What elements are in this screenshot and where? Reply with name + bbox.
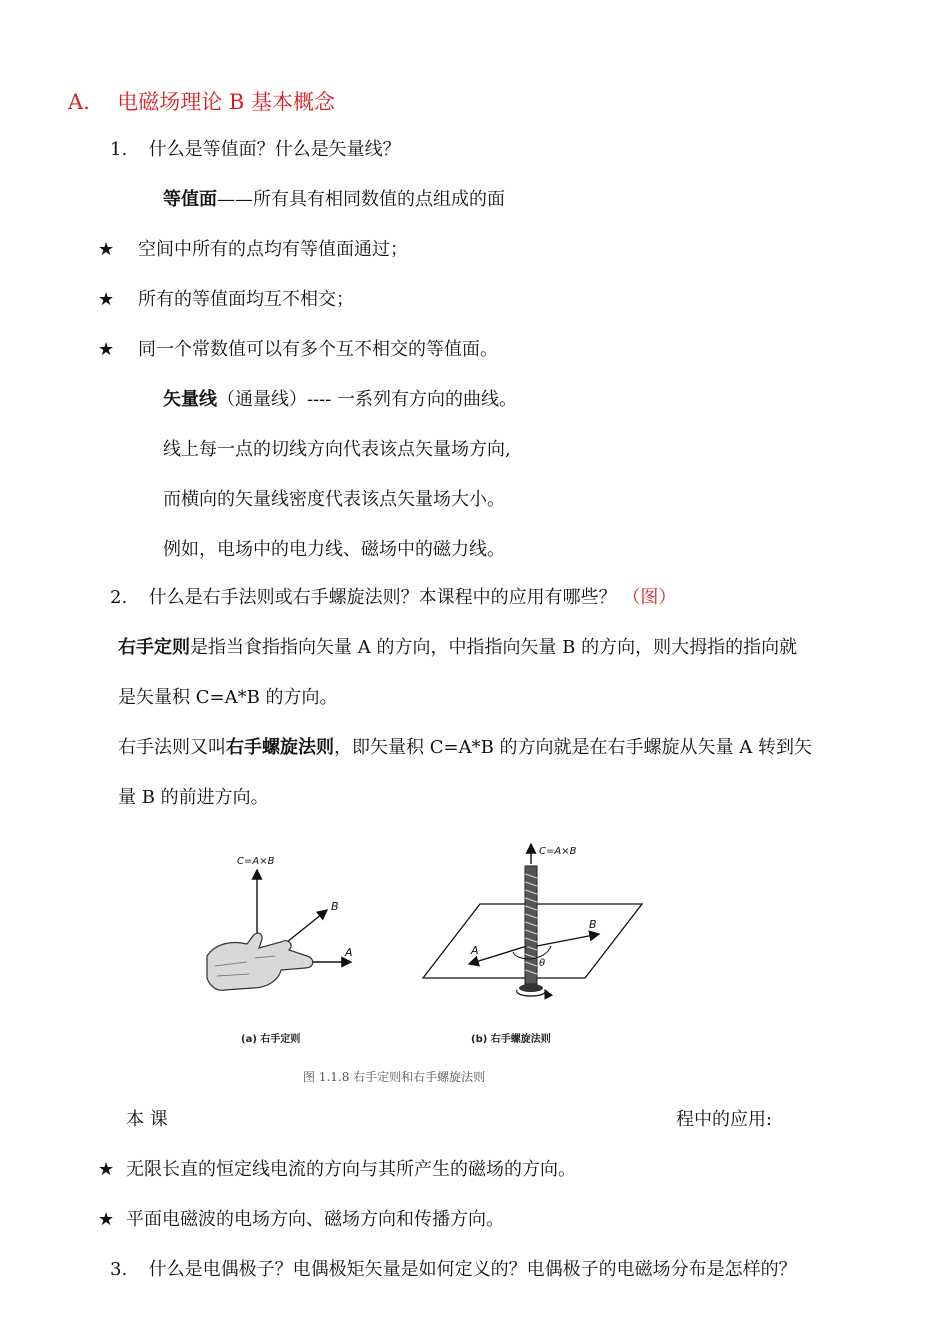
- bullet-text: 同一个常数值可以有多个互不相交的等值面。: [138, 339, 498, 360]
- figure-caption: 图 1.1.8 右手定则和右手螺旋法则: [303, 1070, 486, 1084]
- paragraph-line: 而横向的矢量线密度代表该点矢量场大小。: [163, 489, 505, 510]
- paragraph-line: [118, 636, 797, 660]
- definition-text: （通量线）---- 一系列有方向的曲线。: [217, 389, 518, 410]
- term-screw-rule: 右手螺旋法则: [226, 737, 334, 758]
- question-1: [110, 138, 401, 162]
- label-a-vector: A: [345, 946, 353, 959]
- label-theta: θ: [539, 958, 546, 969]
- hand-icon: [207, 933, 313, 990]
- figure-reference-link[interactable]: （图）: [622, 587, 677, 608]
- question-number: 3.: [110, 1259, 128, 1280]
- question-number: 2.: [110, 587, 128, 608]
- question-3: [110, 1258, 797, 1282]
- question-text: 什么是右手法则或右手螺旋法则？本课程中的应用有哪些？: [148, 587, 617, 608]
- equi-surface-definition: [163, 188, 505, 212]
- paragraph-text: 右手法则又叫: [118, 737, 226, 758]
- bullet-text: 平面电磁波的电场方向、磁场方向和传播方向。: [126, 1209, 504, 1230]
- label-b-vector: B: [331, 900, 339, 913]
- vector-line-definition: [163, 388, 517, 412]
- question-text: 什么是等值面？什么是矢量线？: [148, 139, 401, 160]
- paragraph-text: ，即矢量积 C=A*B 的方向就是在右手螺旋从矢量 A 转到矢: [334, 737, 812, 758]
- bullet-text: 所有的等值面均互不相交；: [138, 289, 354, 310]
- star-icon: ★: [98, 289, 115, 310]
- caption-b: (b) 右手螺旋法则: [471, 1034, 551, 1045]
- right-hand-rule-figure: [195, 838, 665, 1093]
- bullet-text: 空间中所有的点均有等值面通过；: [138, 239, 408, 260]
- applications-label-right: 程中的应用:: [676, 1109, 773, 1130]
- paragraph-line: 量 B 的前进方向。: [118, 787, 269, 808]
- bullet-item: [98, 1158, 576, 1182]
- caption-a: (a) 右手定则: [241, 1034, 301, 1045]
- section-heading: [68, 88, 335, 116]
- paragraph-line: 线上每一点的切线方向代表该点矢量场方向,: [163, 439, 511, 460]
- applications-label-left: 本 课: [126, 1109, 168, 1130]
- term-right-hand-rule: 右手定则: [118, 637, 190, 658]
- bullet-text: 无限长直的恒定线电流的方向与其所产生的磁场的方向。: [126, 1159, 576, 1180]
- panel-right-hand-rule: [207, 856, 353, 1045]
- bullet-item: [98, 238, 408, 262]
- star-icon: ★: [98, 1159, 115, 1180]
- paragraph-text: 是指当食指指向矢量 A 的方向，中指指向矢量 B 的方向，则大拇指的指向就: [190, 637, 798, 658]
- bullet-item: [98, 288, 354, 312]
- paragraph-line: 例如，电场中的电力线、磁场中的磁力线。: [163, 539, 505, 560]
- screw-icon: [517, 866, 546, 996]
- label-b-vector: B: [589, 918, 597, 931]
- label-a-vector: A: [471, 944, 479, 957]
- question-number: 1.: [110, 139, 128, 160]
- bullet-item: [98, 1208, 504, 1232]
- term-vector-line: 矢量线: [163, 389, 217, 410]
- panel-screw-rule: [423, 844, 642, 1045]
- label-c-vector: C=A×B: [539, 846, 577, 857]
- star-icon: ★: [98, 1209, 115, 1230]
- term-equi-surface: 等值面: [163, 189, 217, 210]
- section-title: 电磁场理论 B 基本概念: [117, 90, 336, 114]
- section-letter: A.: [68, 90, 90, 114]
- question-2: [110, 586, 676, 610]
- definition-text: ——所有具有相同数值的点组成的面: [217, 189, 505, 210]
- star-icon: ★: [98, 239, 115, 260]
- question-text: 什么是电偶极子？电偶极矩矢量是如何定义的？电偶极子的电磁场分布是怎样的？: [148, 1259, 797, 1280]
- paragraph-line: 是矢量积 C=A*B 的方向。: [118, 687, 338, 708]
- bullet-item: [98, 338, 498, 362]
- label-c-vector: C=A×B: [237, 856, 275, 867]
- star-icon: ★: [98, 339, 115, 360]
- paragraph-line: [118, 736, 812, 760]
